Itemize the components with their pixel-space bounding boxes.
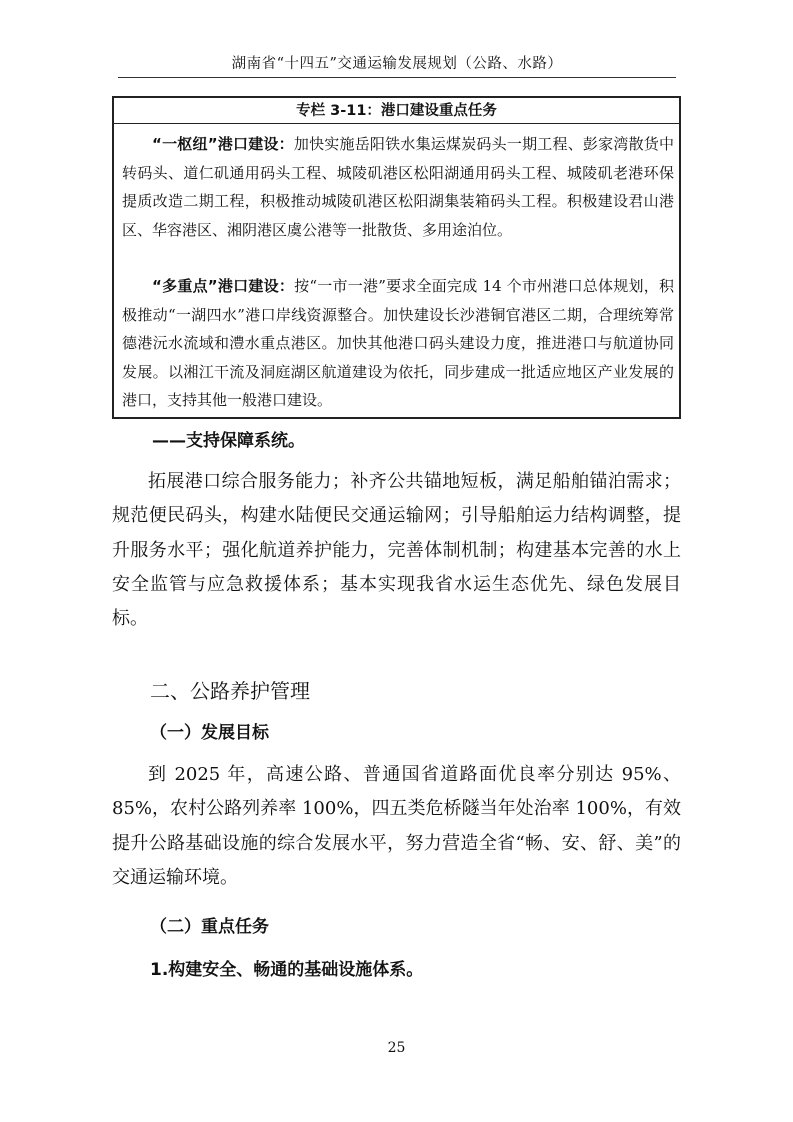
- box-paragraph-text: 加快实施岳阳铁水集运煤炭码头一期工程、彭家湾散货中转码头、道仁矶通用码头工程、城陵矶港区松阳湖通用码头工程、城陵矶老港环保提质改造二期工程，积极推动城陵矶港区松阳湖集装箱码头工程。积极建设君山港区、华容港区、湘阴港区虞公港等一批散货、多用途泊位。: [122, 135, 674, 239]
- box-paragraph-hub: [122, 130, 674, 244]
- sidebar-box-port-tasks: [112, 96, 681, 419]
- goals-paragraph: 到 2025 年，高速公路、普通国省道路面优良率分别达 95%、85%，农村公路列养率 100%，四五类危桥隧当年处治率 100%，有效提升公路基础设施的综合发展水平，努力营造全省“畅、安、舒、美”的交通运输环境。: [112, 764, 681, 888]
- header-rule: [118, 77, 676, 78]
- support-system-heading: ——支持保障系统。: [152, 431, 305, 451]
- subsection-heading-goals: （一）发展目标: [150, 723, 269, 743]
- subsection-heading-tasks: （二）重点任务: [150, 917, 269, 937]
- box-paragraph-lead: “多重点”港口建设：: [152, 277, 295, 295]
- task-heading-1: 1.构建安全、畅通的基础设施体系。: [150, 960, 424, 980]
- box-title: 专栏 3-11：港口建设重点任务: [114, 98, 679, 124]
- section-heading-road-maintenance: 二、公路养护管理: [150, 679, 310, 703]
- box-paragraph-lead: “一枢纽”港口建设：: [152, 135, 294, 153]
- page-number: 25: [387, 1040, 406, 1056]
- box-paragraph-text: 按“一市一港”要求全面完成 14 个市州港口总体规划，积极推动“一湖四水”港口岸线资源整合。加快建设长沙港铜官港区二期，合理统筹常德港沅水流域和澧水重点港区。加快其他港口码头建设力度，推进港口与航道协同发展。以湘江干流及洞庭湖区航道建设为依托，同步建成一批适应地区产业发展的港口，支持其他一般港口建设。: [122, 277, 674, 410]
- running-header: 湖南省“十四五”交通运输发展规划（公路、水路）: [231, 56, 563, 72]
- support-system-paragraph: 拓展港口综合服务能力；补齐公共锚地短板，满足船舶锚泊需求；规范便民码头，构建水陆便民交通运输网；引导船舶运力结构调整，提升服务水平；强化航道养护能力，完善体制机制；构建基本完善的水上安全监管与应急救援体系；基本实现我省水运生态优先、绿色发展目标。: [112, 471, 681, 630]
- box-paragraph-key-ports: [122, 272, 674, 415]
